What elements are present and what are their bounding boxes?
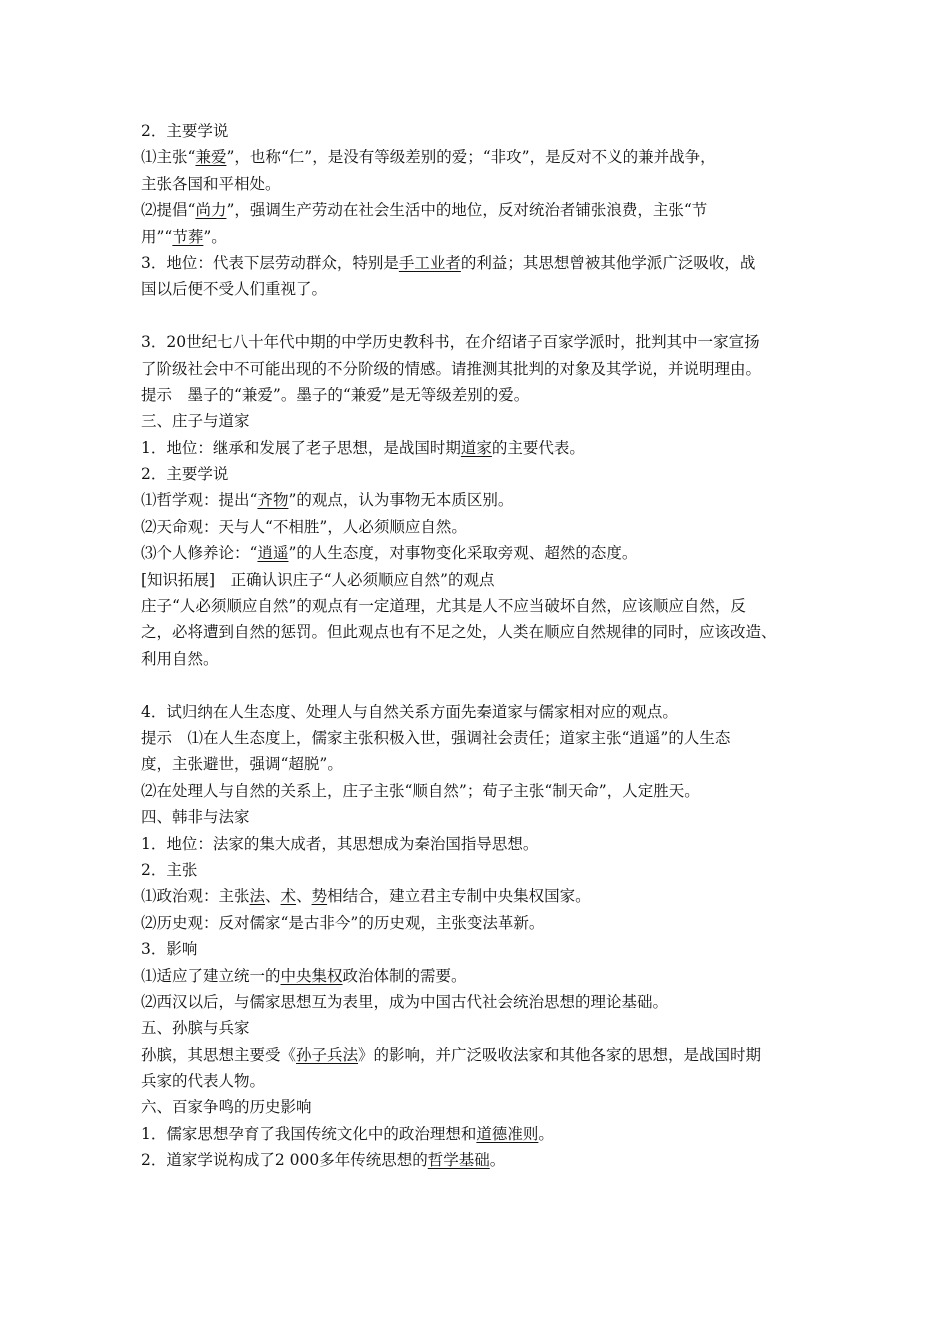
text-line [141,276,821,302]
text-segment: 国以后便不受人们重视了。 [141,280,328,299]
text-segment: 3．影响 [141,940,198,959]
text-line [141,408,821,434]
text-segment: 1．儒家思想孕育了我国传统文化中的政治理想和 [141,1124,477,1143]
text-line [141,619,821,645]
text-segment: 。 [489,1151,506,1170]
text-segment: 2．主要学说 [141,465,229,484]
text-segment: ”，强调生产劳动在社会生活中的地位，反对统治者铺张浪费，主张“节 [226,201,708,220]
text-line [141,1015,821,1041]
text-segment: 兵家的代表人物。 [141,1072,266,1091]
text-segment: ⑴适应了建立统一的 [141,966,281,985]
text-segment: 。 [538,1124,554,1143]
text-segment: 3．地位：代表下层劳动群众，特别是 [141,253,399,272]
text-segment: [知识拓展] 正确认识庄子“人必须顺应自然”的观点 [141,570,495,589]
text-line [141,224,821,250]
text-segment: ⑴政治观：主张 [141,887,250,906]
text-line [141,1121,821,1147]
text-segment: 之，必将遭到自然的惩罚。但此观点也有不足之处，人类在顺应自然规律的同时，应该改造、 [141,623,777,642]
underlined-term: 兼爱 [195,148,227,167]
text-line [141,461,821,487]
text-segment: 的主要代表。 [491,438,585,457]
text-line [141,435,821,461]
underlined-term: 手工业者 [398,253,461,272]
text-line [141,963,821,989]
text-segment: 用”“ [141,227,173,246]
text-line [141,989,821,1015]
text-line [141,593,821,619]
underlined-term: 道德准则 [476,1124,539,1143]
text-line [141,1042,821,1068]
text-line [141,514,821,540]
text-line [141,329,821,355]
text-segment: 孙膑，其思想主要受《 [141,1045,297,1064]
underlined-term: 孙子兵法 [296,1045,359,1064]
text-segment: 3．20世纪七八十年代中期的中学历史教科书，在介绍诸子百家学派时，批判其中一家宣扬 [141,333,760,352]
text-segment: 1．地位：继承和发展了老子思想，是战国时期 [141,438,461,457]
text-line [141,1068,821,1094]
text-segment: ⑴主张“ [141,148,196,167]
underlined-term: 尚力 [195,201,227,220]
text-line [141,699,821,725]
text-segment: ⑴哲学观：提出“ [141,491,258,510]
text-line [141,1094,821,1120]
text-line [141,250,821,276]
text-segment: 的利益；其思想曾被其他学派广泛吸收，战 [460,253,756,272]
text-segment: 利用自然。 [141,649,219,668]
text-segment: ”的人生态度，对事物变化采取旁观、超然的态度。 [288,544,638,563]
text-segment: 了阶级社会中不可能出现的不分阶级的情感。请推测其批判的对象及其学说，并说明理由。 [141,359,762,378]
text-segment: 主张各国和平相处。 [141,174,281,193]
underlined-term: 道家 [460,438,492,457]
text-line [141,646,821,672]
text-segment: 三、庄子与道家 [141,412,250,431]
text-segment: ”的观点，认为事物无本质区别。 [288,491,514,510]
text-segment: 度，主张避世，强调“超脱”。 [141,755,343,774]
underlined-term: 逍遥 [257,544,289,563]
underlined-term: 节葬 [172,227,204,246]
text-line [141,831,821,857]
text-segment: ⑵天命观：天与人“不相胜”，人必须顺应自然。 [141,517,467,536]
text-segment: 2．道家学说构成了2 000多年传统思想的 [141,1151,428,1170]
text-segment: ⑵历史观：反对儒家“是古非今”的历史观，主张变法革新。 [141,913,545,932]
text-line [141,910,821,936]
text-line [141,356,821,382]
text-line [141,382,821,408]
text-line [141,883,821,909]
underlined-term: 术 [280,887,297,906]
text-segment: ⑵提倡“ [141,201,196,220]
text-line [141,197,821,223]
text-segment: 1．地位：法家的集大成者，其思想成为秦治国指导思想。 [141,834,539,853]
text-segment: 、 [265,887,281,906]
underlined-term: 势 [311,887,328,906]
text-segment: 五、孙膑与兵家 [141,1019,250,1038]
text-line [141,118,821,144]
text-line [141,144,821,170]
text-line [141,1147,821,1173]
text-segment: ”。 [203,227,227,246]
text-segment: ⑶个人修养论：“ [141,544,258,563]
text-line [141,804,821,830]
text-segment: ”，也称“仁”，是没有等级差别的爱；“非攻”，是反对不义的兼并战争， [226,148,716,167]
text-segment: 庄子“人必须顺应自然”的观点有一定道理，尤其是人不应当破坏自然，应该顺应自然，反 [141,597,746,616]
text-line [141,778,821,804]
text-segment: ⑵在处理人与自然的关系上，庄子主张“顺自然”；荀子主张“制天命”，人定胜天。 [141,781,700,800]
text-segment: 政治体制的需要。 [342,966,467,985]
text-line [141,171,821,197]
underlined-term: 齐物 [257,491,289,510]
paragraph-gap [141,303,821,329]
text-line [141,487,821,513]
text-segment: 六、百家争鸣的历史影响 [141,1098,312,1117]
text-line [141,540,821,566]
underlined-term: 哲学基础 [427,1151,490,1170]
underlined-term: 中央集权 [280,966,343,985]
underlined-term: 法 [249,887,266,906]
text-segment: 》的影响，并广泛吸收法家和其他各家的思想，是战国时期 [358,1045,762,1064]
text-segment: 2．主要学说 [141,122,229,140]
text-line [141,725,821,751]
paragraph-gap [141,672,821,698]
text-segment: 、 [296,887,312,906]
text-segment: 提示 ⑴在人生态度上，儒家主张积极入世，强调社会责任；道家主张“逍遥”的人生态 [141,728,731,747]
text-segment: 相结合，建立君主专制中央集权国家。 [327,887,591,906]
text-line [141,567,821,593]
text-segment: ⑵西汉以后，与儒家思想互为表里，成为中国古代社会统治思想的理论基础。 [141,992,669,1011]
text-line [141,751,821,777]
text-segment: 提示 墨子的“兼爱”。墨子的“兼爱”是无等级差别的爱。 [141,385,530,404]
text-line [141,857,821,883]
text-segment: 4．试归纳在人生态度、处理人与自然关系方面先秦道家与儒家相对应的观点。 [141,702,678,721]
document-page [141,118,821,1174]
text-segment: 2．主张 [141,860,198,879]
text-line [141,936,821,962]
text-segment: 四、韩非与法家 [141,808,250,827]
